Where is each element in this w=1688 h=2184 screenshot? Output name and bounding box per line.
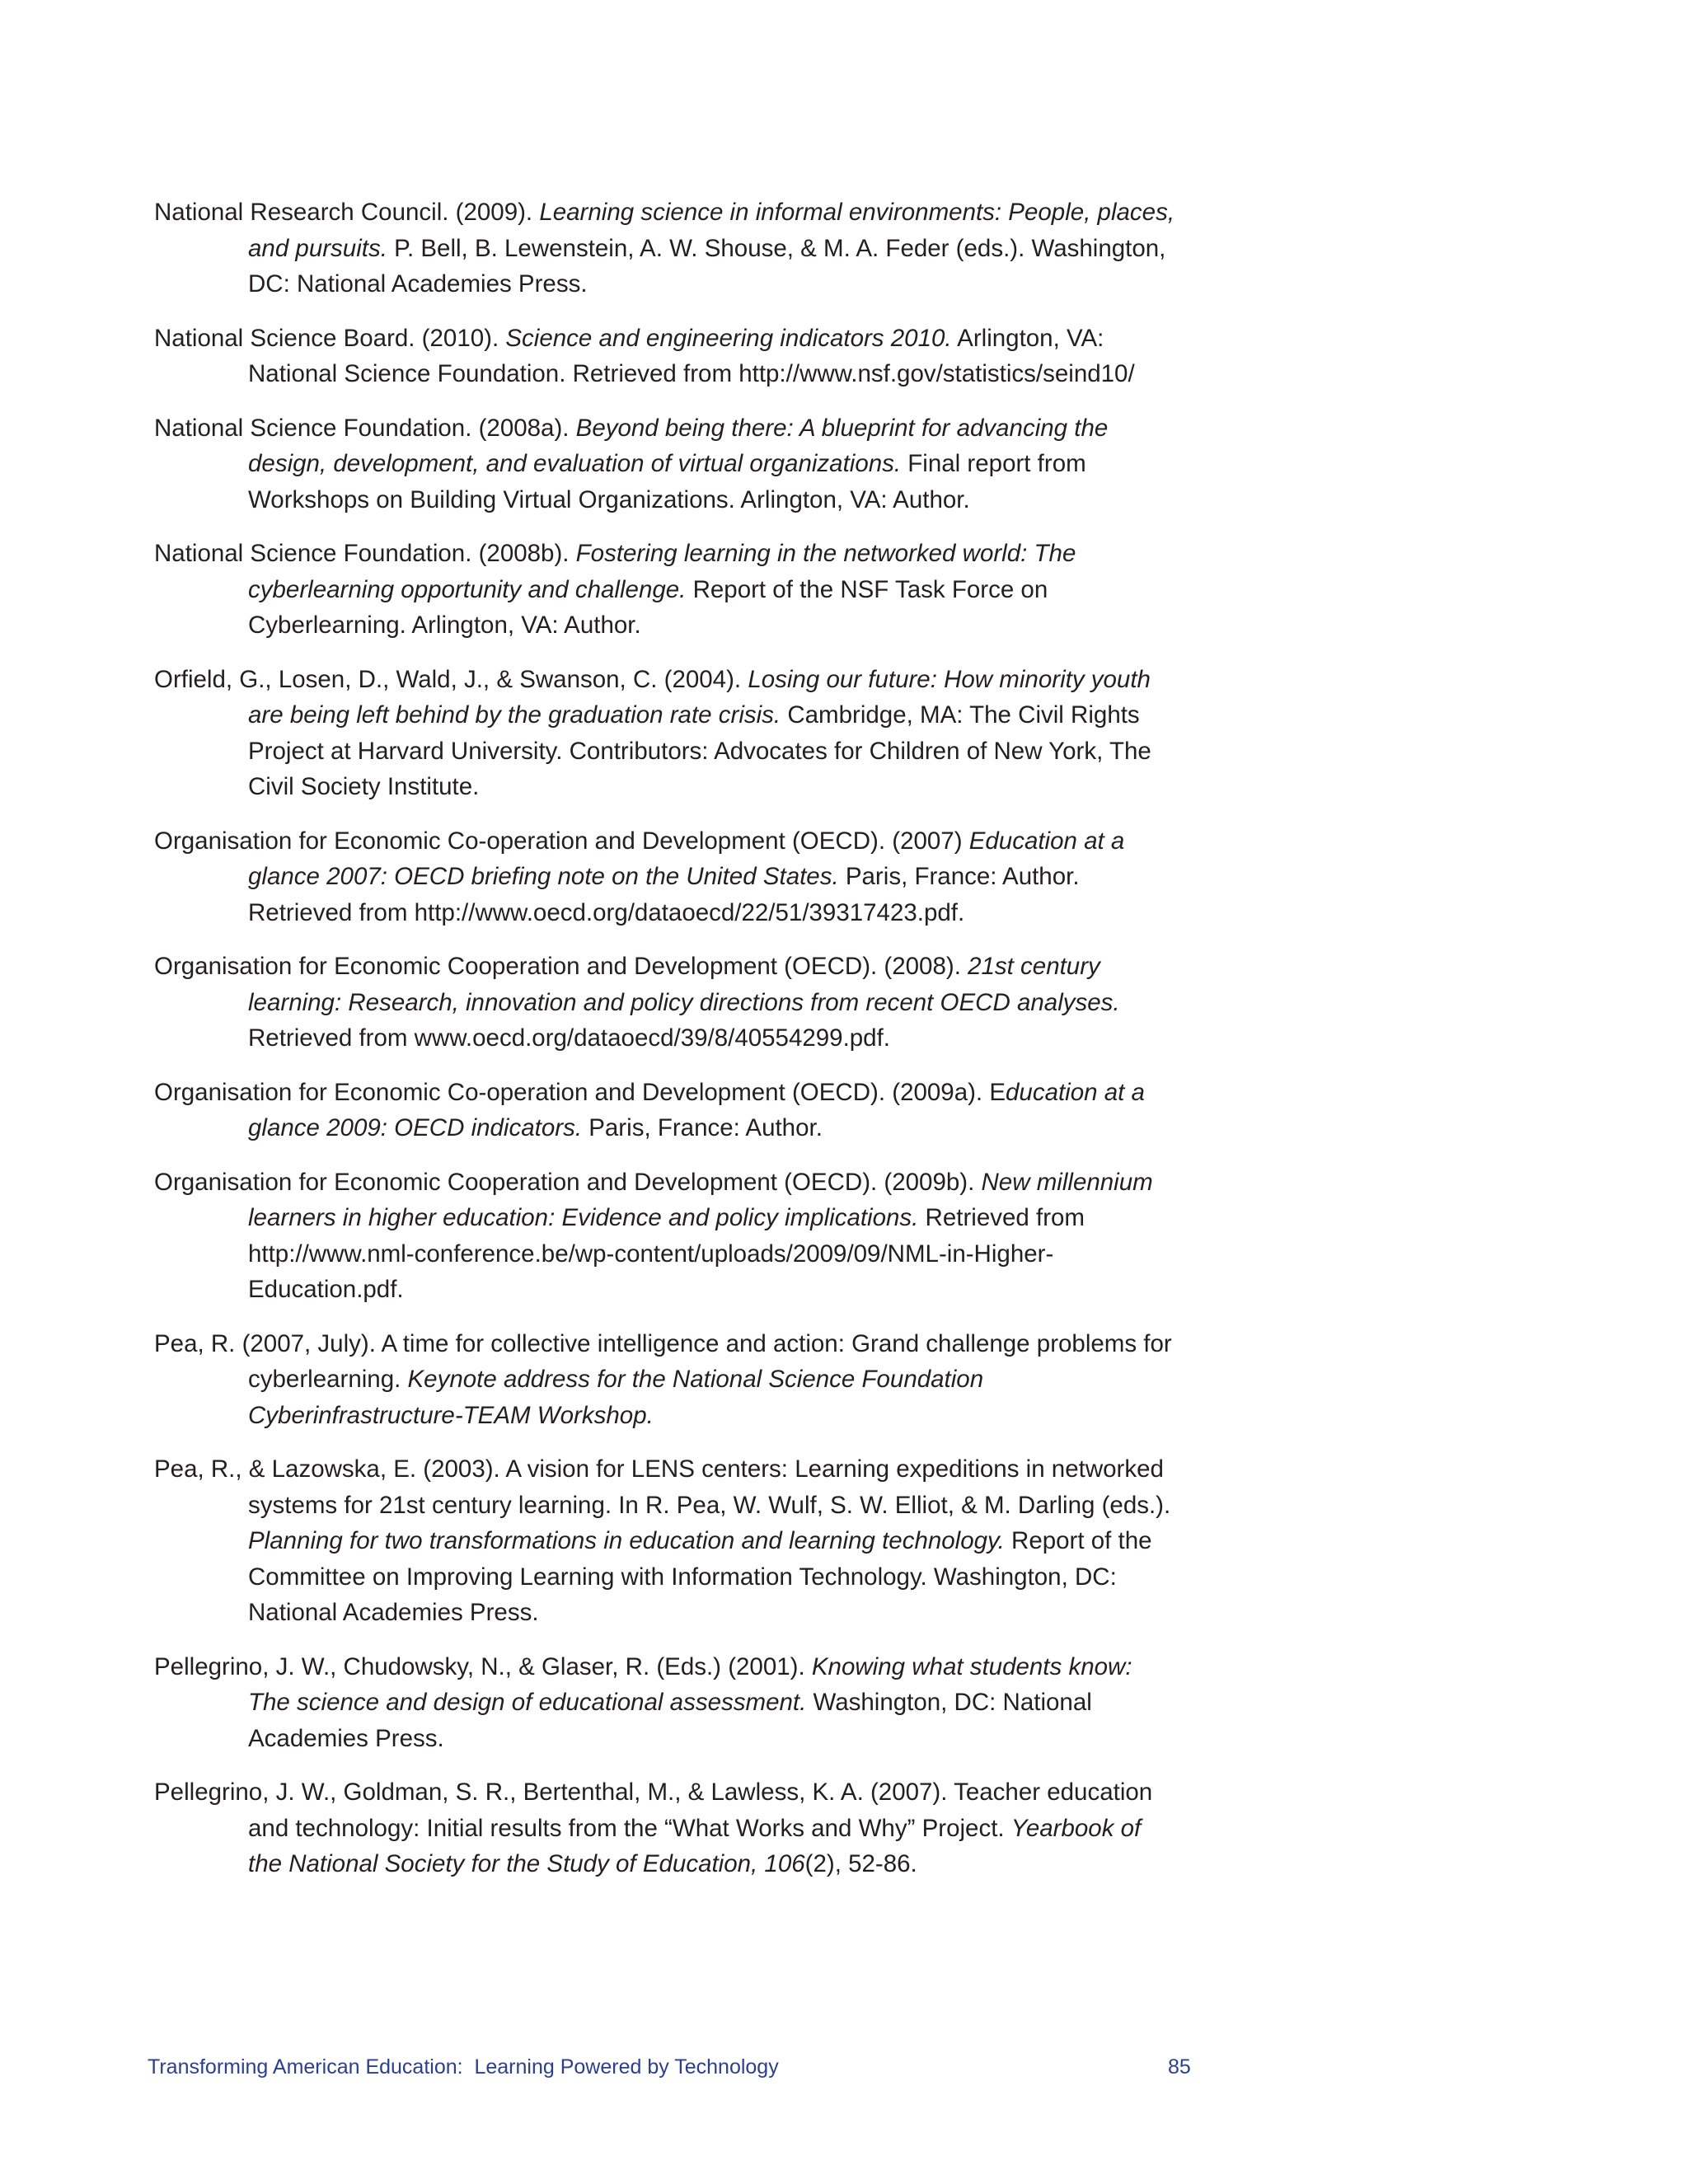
reference-title: ducation at a glance 2009: OECD indicators. [248, 1078, 1145, 1141]
reference-entry [154, 1774, 1176, 1882]
reference-text: National Science Board. (2010). [154, 324, 506, 352]
reference-title: Beyond being there: A blueprint for advancing the design, development, and evaluation of virtual organizations. [248, 414, 1109, 477]
reference-title: Keynote address for the National Science Foundation Cyberinfrastructure-TEAM Workshop. [248, 1366, 984, 1429]
page-number: 85 [1168, 2055, 1191, 2079]
reference-text: National Research Council. (2009). [154, 199, 540, 226]
reference-text: Retrieved from www.oecd.org/dataoecd/39/8/40554299.pdf. [248, 1024, 890, 1052]
reference-entry [154, 949, 1176, 1057]
reference-entry [154, 410, 1176, 518]
reference-text: Report of the NSF Task Force on Cyberlearning. Arlington, VA: Author. [248, 575, 1048, 639]
reference-list [154, 194, 1176, 1900]
reference-title: New millennium learners in higher education: Evidence and policy implications. [248, 1168, 1153, 1231]
reference-text: (2), 52-86. [804, 1850, 917, 1877]
reference-text: Organisation for Economic Cooperation and Development (OECD). (2009b). [154, 1168, 982, 1196]
reference-entry [154, 1451, 1176, 1631]
reference-title: Learning science in informal environments: People, places, and pursuits. [248, 199, 1175, 262]
reference-entry [154, 662, 1176, 805]
reference-text: Report of the Committee on Improving Learning with Information Technology. Washington, DC: National Academies Press. [248, 1527, 1152, 1626]
reference-text: Organisation for Economic Co-operation and Development (OECD). (2009a). E [154, 1078, 1006, 1106]
reference-entry [154, 1649, 1176, 1757]
reference-text: Pea, R. (2007, July). A time for collective intelligence and action: Grand challenge problems for cyberlearning. [154, 1329, 1172, 1393]
reference-text: Pellegrino, J. W., Chudowsky, N., & Glaser, R. (Eds.) (2001). [154, 1652, 812, 1680]
reference-text: Retrieved from http://www.nml-conference.be/wp-content/uploads/2009/09/NML-in-Higher-Education.pdf. [248, 1204, 1085, 1303]
reference-text: Pea, R., & Lazowska, E. (2003). A vision for LENS centers: Learning expeditions in networked systems for 21st century learning. In R. Pea, W. Wulf, S. W. Elliot, & M. Darling (eds.). [154, 1455, 1171, 1519]
reference-entry [154, 1165, 1176, 1308]
reference-title: Planning for two transformations in education and learning technology. [248, 1527, 1005, 1554]
reference-text: National Science Foundation. (2008a). [154, 414, 576, 442]
reference-title: Knowing what students know: The science and design of educational assessment. [248, 1652, 1132, 1716]
reference-text: Cambridge, MA: The Civil Rights Project at Harvard University. Contributors: Advocates for Children of New York, The Civil Society Institute. [248, 701, 1151, 800]
page-footer [148, 2055, 1194, 2085]
reference-text: Organisation for Economic Co-operation and Development (OECD). (2007) [154, 827, 969, 855]
footer-title: Transforming American Education: Learning Powered by Technology [148, 2055, 779, 2079]
reference-text: Organisation for Economic Cooperation and Development (OECD). (2008). [154, 953, 968, 980]
reference-title: Education at a glance 2007: OECD briefing note on the United States. [248, 827, 1125, 890]
reference-title: Fostering learning in the networked world: The cyberlearning opportunity and challenge. [248, 540, 1076, 603]
reference-title: 21st century learning: Research, innovation and policy directions from recent OECD analyses. [248, 953, 1120, 1016]
reference-entry [154, 194, 1176, 302]
reference-text: Final report from Workshops on Building Virtual Organizations. Arlington, VA: Author. [248, 450, 1086, 513]
reference-text: Washington, DC: National Academies Press. [248, 1689, 1092, 1752]
reference-text: Paris, France: Author. [582, 1114, 823, 1141]
reference-title: Yearbook of the National Society for the Study of Education, 106 [248, 1814, 1142, 1877]
reference-text: Arlington, VA: National Science Foundation. Retrieved from http://www.nsf.gov/statistics/seind10/ [248, 324, 1135, 387]
reference-text: Orfield, G., Losen, D., Wald, J., & Swanson, C. (2004). [154, 665, 748, 693]
reference-entry [154, 823, 1176, 931]
reference-text: Pellegrino, J. W., Goldman, S. R., Bertenthal, M., & Lawless, K. A. (2007). Teacher education and technology: Initial results from the “What Works and Why” Project. [154, 1779, 1153, 1842]
reference-text: Paris, France: Author. Retrieved from http://www.oecd.org/dataoecd/22/51/39317423.pdf. [248, 863, 1080, 926]
reference-title: Science and engineering indicators 2010. [505, 324, 952, 352]
reference-entry [154, 321, 1176, 392]
reference-text: P. Bell, B. Lewenstein, A. W. Shouse, & M. A. Feder (eds.). Washington, DC: National Academies Press. [248, 234, 1166, 298]
reference-text: National Science Foundation. (2008b). [154, 540, 576, 567]
reference-entry [154, 1075, 1176, 1146]
reference-entry [154, 1326, 1176, 1434]
reference-entry [154, 536, 1176, 644]
reference-title: Losing our future: How minority youth are being left behind by the graduation rate crisis. [248, 665, 1151, 729]
